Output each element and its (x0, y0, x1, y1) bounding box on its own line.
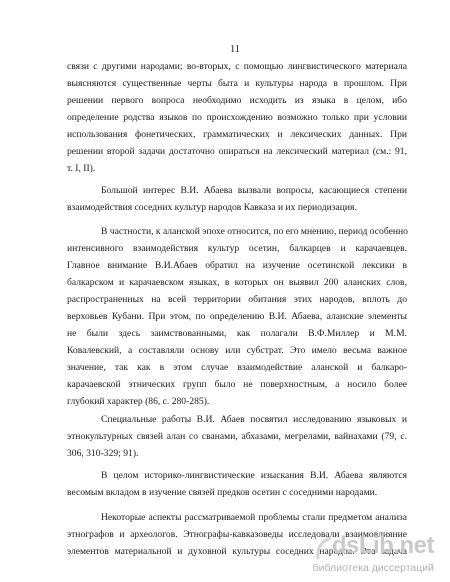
text-line: балкарском и карачаевском языках, в которых он выявил 200 аланских слов, (67, 277, 407, 288)
text-line: этнокультурных связей алан со сванами, абхазами, мегрелами, вайнахами (79, с. (67, 431, 407, 442)
paragraph-5 (67, 467, 407, 501)
text-line: В частности, к аланской эпохе относится, по его мнению, период особенно (101, 226, 408, 237)
text-line: т. I, II). (67, 163, 96, 174)
text-line: глубокий характер (86, с. 280-285). (67, 396, 210, 407)
text-line: верховьев Кубани. При этом, по определению В.И. Абаева, аланские элементы (67, 311, 407, 322)
text-line: Специальные работы В.И. Абаев посвятил исследованию языковых и (101, 414, 407, 425)
text-line: Большой интерес В.И. Абаева вызвали вопросы, касающиеся степени (101, 185, 407, 196)
text-line: выясняются существенные черты быта и культуры народа в прошлом. При (67, 78, 407, 89)
text-line: интенсивного взаимодействия культур осетин, балкарцев и карачаевцев. (67, 243, 407, 254)
text-line: связи с другими народами; во-вторых, с помощью лингвистического материала (67, 61, 407, 72)
text-line: взаимодействия соседних культур народов Кавказа и их периодизация. (67, 202, 357, 213)
paragraph-4 (67, 411, 407, 462)
text-line: Главное внимание В.И.Абаев обратил на изучение осетинской лексики в (67, 260, 407, 271)
text-line: распространенных на всей территории обитания этих народов, вплоть до (67, 294, 407, 305)
text-line: определение родства языков по происхождению возможно только при условии (67, 112, 407, 123)
watermark (312, 532, 442, 576)
paragraph-1 (67, 58, 407, 177)
text-line: значение, так как в этом случае взаимодействие аланской и балкаро- (67, 362, 407, 373)
text-line: 306, 310-329; 91). (67, 448, 139, 459)
page-number: 11 (229, 44, 241, 55)
text-line: не были здесь заимствованными, как полагали В.Ф.Миллер и М.М. (67, 328, 407, 339)
text-line: Ковалевский, а составляли основу или субстрат. Это имело весьма важное (67, 345, 407, 356)
text-line: В целом историко-лингвистические изыскания В.И. Абаева являются (101, 470, 407, 481)
watermark-caption: библиотека диссертаций (312, 562, 434, 574)
text-line: решении второй задачи достаточно опираться на лексический материал (см.: 91, (67, 146, 407, 157)
paragraph-3 (67, 223, 407, 410)
text-line: карачаевской этнических групп было не поверхностным, а носило более (67, 379, 407, 390)
watermark-logo: dsLib.net (331, 532, 434, 559)
paragraph-2 (67, 182, 407, 216)
text-line: этнографов и археологов. Этнографы-кавказоведы исследовали взаимовлияние (67, 529, 407, 540)
text-line: решении первого вопроса необходимо исходить из языка в целом, ибо (67, 95, 407, 106)
text-line: использования фонетических, грамматических и лексических данных. При (67, 129, 407, 140)
text-line: элементов материальной и духовной культуры соседних народов. Эта задача (67, 546, 407, 557)
text-line: Некоторые аспекты рассматриваемой проблемы стали предметом анализа (101, 512, 407, 523)
text-line: весомым вкладом в изучение связей предков осетин с соседними народами. (67, 487, 378, 498)
